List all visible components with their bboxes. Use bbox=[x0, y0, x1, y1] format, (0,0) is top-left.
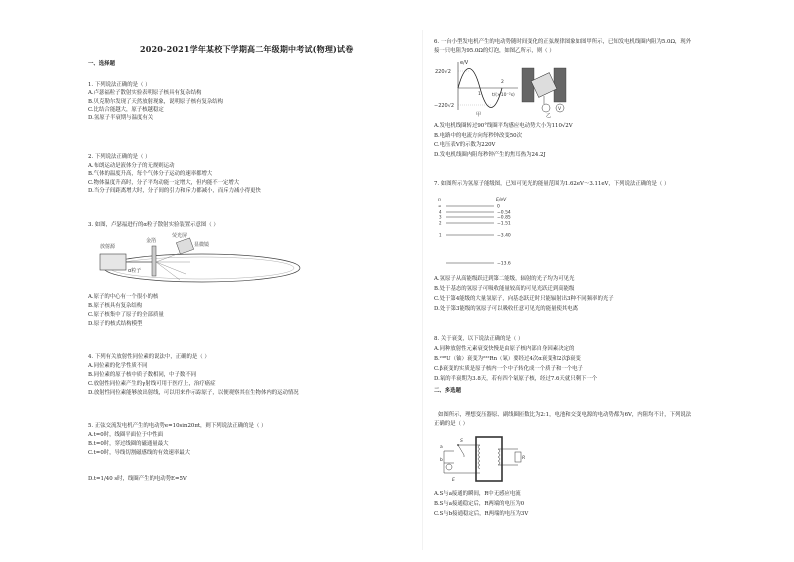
page-title: 2020-2021学年某校下学期高二年级期中考试(物理)试卷 bbox=[140, 44, 354, 54]
q9-stem-line2: 正确的是（ ） bbox=[434, 421, 469, 427]
q2-stem: 2. 下列说法正确的是（ ） bbox=[88, 154, 151, 160]
level-e-inf: 0 bbox=[497, 204, 500, 210]
q4-option-b: B.同位素的原子核中质子数相同，中子数不同 bbox=[88, 372, 197, 378]
q9-stem-line1: 如图所示，理想变压器原、副线圈匝数比为2:1，电池和交变电源的电动势都为6V，内阻均不计，下列说法 bbox=[438, 412, 692, 418]
q6-option-b: B.电路中的电流方向每秒钟改变50次 bbox=[434, 133, 523, 139]
emf-tick-1: 1 bbox=[478, 92, 481, 97]
emf-y-axis-label: e/V bbox=[460, 60, 469, 66]
level-e-1: −3.40 bbox=[497, 233, 511, 239]
q8-option-b: B.²³⁸U（铀）衰变为²²²Rn（氡）要经过4次α衰变和2次β衰变 bbox=[434, 356, 581, 362]
column-divider bbox=[422, 30, 423, 550]
emf-max-label: 220√2 bbox=[435, 69, 451, 75]
q4-option-a: A.同位素的化学性质不同 bbox=[88, 363, 148, 369]
emf-min-label: −220√2 bbox=[434, 103, 455, 109]
q9-option-a: A.S与a接通的瞬间，R中无感应电流 bbox=[434, 491, 521, 497]
q9-option-b: B.S与a接通稳定后，R两端的电压为0 bbox=[434, 501, 525, 507]
q7-option-c: C.处于第4能级的大量氢原子，向基态跃迁时只能辐射出3种不同频率的光子 bbox=[434, 296, 614, 302]
q5-option-b: B.t=0时，穿过线圈的磁通量最大 bbox=[88, 441, 169, 447]
q9-option-c: C.S与b接通稳定后，R两端的电压为3V bbox=[434, 511, 529, 517]
q7-option-b: B.处于基态的氢原子可吸收能量较高的可见光跃迁到高能级 bbox=[434, 286, 575, 292]
q5-option-a: A.t=0时，线圈平面位于中性面 bbox=[88, 432, 164, 438]
q2-option-c: C.物体温度升高时，分子平均动能一定增大，但内能不一定增大 bbox=[88, 180, 240, 186]
q6-stem-line2: 接一只电阻为95.0Ω的灯泡，如图乙所示，则（ ） bbox=[434, 48, 555, 54]
label-microscope: 显微镜 bbox=[194, 242, 210, 248]
q4-stem: 4. 下列有关放射性同位素的说法中，正确的是（ ） bbox=[88, 354, 210, 360]
level-e-4: −0.54 bbox=[497, 210, 511, 216]
q7-option-a: A.氢原子从高能级跃迁到第二能级，辐射的光子均为可见光 bbox=[434, 276, 575, 282]
label-emf: E bbox=[452, 478, 455, 483]
q8-option-c: C.β衰变的实质是原子核内一个中子转化成一个质子和一个电子 bbox=[434, 366, 583, 372]
q5-stem: 5. 正弦交流发电机产生的电动势e=10sin20πt，则下列说法正确的是（ ） bbox=[88, 423, 267, 429]
level-e-2: −1.51 bbox=[497, 221, 511, 227]
label-a: a bbox=[440, 445, 443, 450]
q6-option-a: A.发电机线圈转过90°线圈平均感应电动势大小为110√2V bbox=[434, 123, 573, 129]
q8-option-d: D.氡的半衰期为3.8天，若有四个氡原子核，经过7.6天就只剩下一个 bbox=[434, 376, 598, 382]
q1-option-c: C.比结合能越大，原子核越稳定 bbox=[88, 107, 164, 113]
q4-option-c: C.放射性同位素产生的γ射线可用于医疗上，治疗癌症 bbox=[88, 381, 216, 387]
q2-option-b: B.气体的温度升高，每个气体分子运动的速率都增大 bbox=[88, 171, 213, 177]
q8-option-a: A.同种放射性元素衰变快慢是由原子核内部自身因素决定的 bbox=[434, 346, 575, 352]
caption-jia: 甲 bbox=[476, 112, 482, 118]
q4-option-d: D.放射性同位素能够放出射线，可以用来作示踪原子，以便观察其在生物体内的运动情况 bbox=[88, 390, 299, 396]
label-source: 放射源 bbox=[100, 244, 116, 250]
q6-option-c: C.电压表V的示数为220V bbox=[434, 142, 496, 148]
emf-x-axis-label: t/(×10⁻²s) bbox=[492, 93, 515, 98]
q6-stem-line1: 6. 一台小型发电机产生的电动势随时间变化的正弦规律图象如图甲所示，已知发电机线圈内阻为5.0Ω，现外 bbox=[434, 39, 692, 45]
level-n-1: 1 bbox=[439, 232, 442, 238]
level-header-e: E/eV bbox=[496, 198, 507, 203]
level-n-3: 3 bbox=[439, 214, 442, 220]
q1-stem: 1. 下列说法正确的是（ ） bbox=[88, 82, 151, 88]
q5-option-d: D.t=1/40 s时，线圈产生的电动势E=5V bbox=[88, 476, 187, 482]
q7-stem: 7. 如图所示为氢原子能级图，已知可见光的能量范围为1.62eV～3.11eV，下列说法正确的是（ ） bbox=[434, 181, 670, 187]
label-switch: S bbox=[460, 439, 463, 444]
q3-option-c: C.原子核集中了原子的全部质量 bbox=[88, 312, 164, 318]
level-header-n: n bbox=[438, 198, 441, 203]
transformer-circuit-figure bbox=[438, 433, 528, 485]
q7-option-d: D.处于第3能级的氢原子可以吸收任意可见光的能量使其电离 bbox=[434, 306, 579, 312]
level-e-ground: −13.6 bbox=[497, 261, 511, 267]
q6-option-d: D.发电机线圈内阻每秒钟产生的焦耳热为24.2J bbox=[434, 152, 546, 158]
q3-stem: 3. 如图，卢瑟福进行的α粒子散射实验装置示意图（ ） bbox=[88, 222, 219, 228]
q1-option-d: D.氢原子半衰期与温度有关 bbox=[88, 115, 154, 121]
section-heading-choice: 一、选择题 bbox=[88, 61, 115, 67]
level-e-3: −0.85 bbox=[497, 215, 511, 221]
label-beam: α粒子 bbox=[128, 268, 142, 274]
q5-option-c: C.t=0时，导线切割磁感线的有效速率最大 bbox=[88, 450, 191, 456]
level-n-2: 2 bbox=[439, 220, 442, 226]
label-load: R bbox=[522, 456, 526, 461]
emf-waveform-figure bbox=[434, 58, 584, 118]
energy-level-diagram bbox=[436, 195, 556, 267]
q1-option-b: B.贝克勒尔发现了天然放射现象，说明原子核有复杂结构 bbox=[88, 99, 224, 105]
level-n-inf: ∞ bbox=[438, 203, 442, 209]
voltmeter-label: V bbox=[558, 107, 562, 112]
label-screen: 荧光屏 bbox=[172, 233, 188, 239]
level-n-4: 4 bbox=[439, 209, 442, 215]
caption-yi: 乙 bbox=[546, 113, 552, 118]
q3-option-d: D.原子的核式结构模型 bbox=[88, 321, 143, 327]
q1-option-a: A.卢瑟福粒子散射实验表明原子核具有复杂结构 bbox=[88, 90, 202, 96]
q3-option-a: A.原子的中心有一个很小的核 bbox=[88, 294, 159, 300]
q8-stem: 8. 关于衰变，以下说法正确的是（ ） bbox=[434, 336, 524, 342]
section-heading-multi: 二、多选题 bbox=[434, 388, 461, 394]
q3-option-b: B.原子核具有复杂结构 bbox=[88, 303, 143, 309]
scattering-apparatus-figure bbox=[90, 232, 302, 288]
label-b: b bbox=[440, 458, 443, 463]
emf-tick-2: 2 bbox=[501, 80, 504, 85]
label-foil: 金箔 bbox=[146, 238, 157, 244]
q2-option-a: A.布朗运动是液体分子的无规则运动 bbox=[88, 163, 175, 169]
q2-option-d: D.当分子间距离增大时，分子间的引力和斥力都减小，而斥力减小得更快 bbox=[88, 188, 261, 194]
